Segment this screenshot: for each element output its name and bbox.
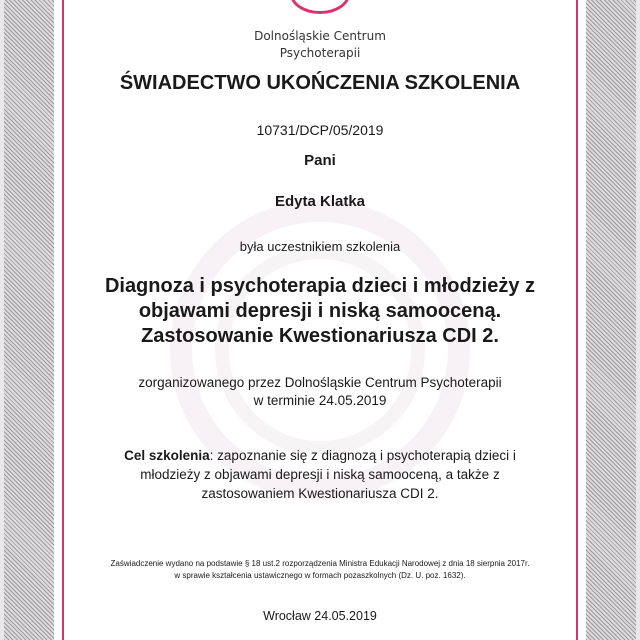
goal-text: : zapoznanie się z diagnozą i psychoterapią dzieci i młodzieży z objawami depresji i niską samooceną, a także z zastosowaniem Kwestionariusza CDI 2. — [140, 448, 516, 501]
course-line1: Diagnoza i psychoterapia dzieci i młodzieży z — [104, 275, 536, 297]
course-line2: objawami depresji i niską samooceną. — [138, 300, 502, 322]
legal-line2: w sprawie kształcenia ustawicznego w formach pozaszkolnych (Dz. U. poz. 1632). — [174, 571, 466, 580]
participation-text: była uczestnikiem szkolenia — [239, 239, 401, 254]
legal-line1: Zaświadczenie wydano na podstawie § 18 ust.2 rozporządzenia Ministra Edukacji Narodowej z dnia 18 sierpnia 2017r. — [110, 559, 530, 568]
organization-name — [70, 28, 570, 62]
training-goal — [110, 446, 530, 503]
organization-line1: Dolnośląskie Centrum — [254, 29, 386, 43]
course-title — [70, 274, 570, 349]
organizer-line: zorganizowanego przez Dolnośląskie Centrum Psychoterapii — [138, 375, 502, 390]
course-line3: Zastosowanie Kwestionariusza CDI 2. — [141, 325, 499, 347]
recipient-name: Edyta Klatka — [274, 193, 366, 210]
pink-border-right — [576, 0, 578, 640]
place-date: Wrocław 24.05.2019 — [263, 609, 377, 623]
training-date: w terminie 24.05.2019 — [253, 393, 387, 408]
organization-logo — [290, 0, 350, 14]
guilloche-border-right — [586, 0, 636, 640]
certificate-title: ŚWIADECTWO UKOŃCZENIA SZKOLENIA — [119, 72, 521, 94]
organization-line2: Psychoterapii — [279, 46, 361, 60]
organizer-info — [70, 374, 570, 410]
goal-label: Cel szkolenia — [124, 448, 210, 463]
salutation: Pani — [304, 152, 336, 169]
legal-basis — [70, 558, 570, 582]
page-edge-right — [636, 0, 640, 640]
guilloche-border-left — [4, 0, 54, 640]
certificate-number: 10731/DCP/05/2019 — [256, 122, 384, 138]
pink-border-left — [62, 0, 64, 640]
